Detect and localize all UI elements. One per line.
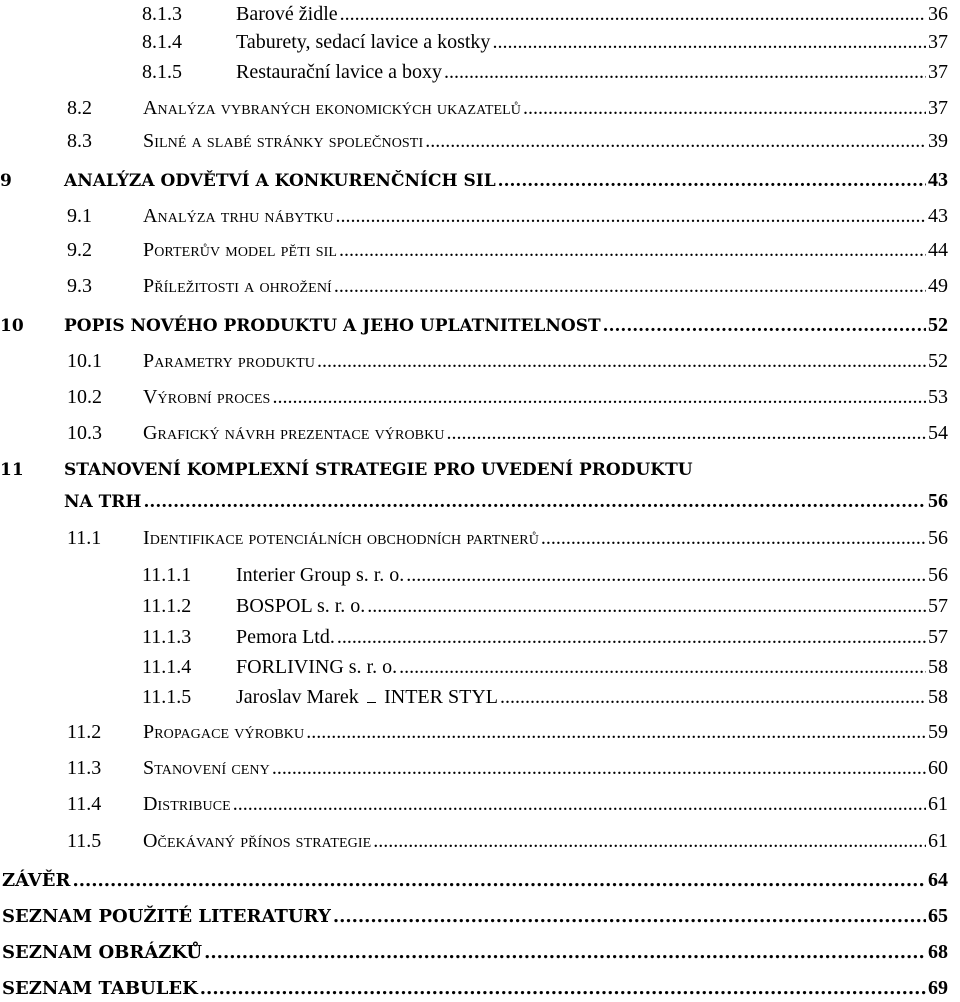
toc-entry-number: 11.1.2 [142,595,192,617]
toc-entry-page: 52 [928,350,948,372]
toc-entry[interactable] [142,62,948,82]
toc-entry-title: SEZNAM TABULEK [2,978,198,999]
toc-entry[interactable] [2,942,948,962]
toc-entry-number: 10.2 [67,386,102,408]
dot-leader [339,240,926,260]
dot-leader [444,62,926,82]
dot-leader [333,908,926,926]
toc-entry-page: 57 [928,595,948,617]
dot-leader [500,687,926,707]
toc-entry-page: 68 [928,941,948,963]
dot-leader [498,173,926,190]
toc-entry-continuation[interactable] [64,491,948,511]
toc-entry-title: Příležitosti a ohrožení [143,275,332,297]
toc-entry-page: 64 [928,869,948,891]
dot-leader [541,528,926,548]
toc-entry-number: 10.3 [67,422,102,444]
dot-leader [233,794,926,814]
dot-leader [367,596,926,616]
toc-entry[interactable] [67,387,948,407]
dot-leader [447,423,926,443]
toc-entry-page: 69 [928,977,948,999]
toc-entry-number: 11.4 [67,793,102,815]
toc-entry-title: STANOVENÍ KOMPLEXNÍ STRATEGIE PRO UVEDENÍ PRODUKTU [64,460,693,480]
toc-entry-title: Pemora Ltd. [236,626,335,648]
dash-separator [367,702,376,703]
toc-entry-page: 58 [928,656,948,678]
dot-leader [336,206,926,226]
toc-entry-page: 56 [928,527,948,549]
toc-entry-page: 65 [928,905,948,927]
toc-entry-title: Interier Group s. r. o. [236,564,405,586]
toc-entry-page: 56 [928,564,948,586]
toc-entry-title: BOSPOL s. r. o. [236,595,366,617]
toc-entry-number: 8.2 [67,97,92,119]
toc-entry-title: Restaurační lavice a boxy [236,61,443,83]
toc-entry-title: POPIS NOVÉHO PRODUKTU A JEHO UPLATNITELNOST [64,316,601,336]
toc-entry-title: Silné a slabé stránky společnosti [143,130,424,152]
toc-entry-title: Porterův model pěti sil [143,239,338,261]
toc-entry[interactable] [67,206,948,226]
dot-leader [340,4,926,24]
dot-leader [523,98,926,118]
toc-entry-number: 9.3 [67,275,92,297]
toc-entry-title: Analýza vybraných ekonomických ukazatelů [143,97,521,119]
toc-entry[interactable] [2,978,948,998]
toc-entry-page: 37 [928,31,948,53]
toc-entry-title: Taburety, sedací lavice a kostky [236,31,491,53]
toc-entry-title: Distribuce [143,793,231,815]
dot-leader [373,831,926,851]
toc-entry[interactable] [0,315,948,335]
toc-entry-page: 37 [928,61,948,83]
toc-entry[interactable] [67,528,948,548]
toc-entry-number: 10 [0,316,24,336]
toc-entry-number: 11.1.5 [142,686,192,708]
toc-entry-title: SEZNAM OBRÁZKŮ [2,942,203,963]
toc-entry[interactable] [67,831,948,851]
dot-leader [406,565,926,585]
toc-entry[interactable] [2,906,948,926]
toc-entry-page: 49 [928,275,948,297]
toc-entry-number: 9.2 [67,239,92,261]
toc-entry-number: 11.1 [67,527,102,549]
dot-leader [425,131,926,151]
toc-entry-number: 11.1.4 [142,656,192,678]
dot-leader [334,276,926,296]
toc-entry-page: 44 [928,239,948,261]
toc-entry[interactable] [67,351,948,371]
dot-leader [200,980,926,998]
toc-entry-title: FORLIVING s. r. o. [236,656,398,678]
toc-entry-page: 43 [928,205,948,227]
toc-entry-title-continuation: NA TRH [64,492,142,512]
toc-entry-number: 9 [0,171,12,191]
toc-entry-title: ZÁVĚR [2,870,71,891]
toc-entry-page: 56 [928,490,948,512]
dot-leader [306,722,926,742]
toc-entry[interactable] [67,794,948,814]
toc-entry[interactable] [142,32,948,52]
toc-entry-title: Parametry produktu [143,350,315,372]
dot-leader [492,32,926,52]
toc-entry-title: Barové židle [236,3,338,25]
dot-leader [317,351,926,371]
toc-entry[interactable] [0,462,948,479]
toc-entry-page: 61 [928,830,948,852]
toc-entry-title: Očekávaný přínos strategie [143,830,372,852]
toc-entry-page: 43 [928,169,948,191]
toc-entry[interactable] [142,565,948,585]
toc-entry-number: 9.1 [67,205,92,227]
toc-entry[interactable] [67,98,948,118]
toc-entry[interactable] [67,758,948,778]
toc-entry-number: 8.1.4 [142,31,182,53]
toc-entry-number: 11 [0,460,24,480]
toc-entry-number: 11.5 [67,830,102,852]
toc-entry-title-suffix: INTER STYL [384,686,498,708]
toc-entry-page: 52 [928,314,948,336]
toc-entry-title: ANALÝZA ODVĚTVÍ A KONKURENČNÍCH SIL [64,171,496,191]
toc-entry-number: 11.3 [67,757,102,779]
toc-entry[interactable] [142,687,948,707]
toc-entry-title: Propagace výrobku [143,721,305,743]
toc-entry-page: 60 [928,757,948,779]
dot-leader [72,872,926,890]
toc-entry-page: 54 [928,422,948,444]
toc-entry-title: Výrobní proces [143,386,271,408]
toc-entry-title: Grafický návrh prezentace výrobku [143,422,445,444]
toc-entry[interactable] [67,423,948,443]
toc-entry-title: Analýza trhu nábytku [143,205,334,227]
toc-entry-title: Jaroslav Marek [236,686,359,708]
toc-entry[interactable] [67,276,948,296]
toc-entry[interactable] [142,4,948,24]
toc-entry-page: 58 [928,686,948,708]
toc-entry[interactable] [142,657,948,677]
dot-leader [272,758,926,778]
toc-entry-number: 8.1.3 [142,3,182,25]
toc-entry-title: Stanovení ceny [143,757,270,779]
toc-entry-title: SEZNAM POUŽITÉ LITERATURY [2,906,331,927]
toc-entry-number: 8.3 [67,130,92,152]
toc-entry-page: 37 [928,97,948,119]
toc-entry[interactable] [67,240,948,260]
dot-leader [272,387,926,407]
toc-entry[interactable] [0,170,948,190]
dot-leader [603,318,926,335]
toc-entry-page: 57 [928,626,948,648]
toc-entry-number: 8.1.5 [142,61,182,83]
toc-entry[interactable] [142,596,948,616]
dot-leader [204,944,926,962]
toc-entry-number: 10.1 [67,350,102,372]
toc-entry-page: 39 [928,130,948,152]
toc-entry[interactable] [2,870,948,890]
toc-entry-number: 11.2 [67,721,102,743]
dot-leader [144,494,927,511]
toc-entry[interactable] [67,722,948,742]
toc-entry-page: 53 [928,386,948,408]
toc-entry-page: 36 [928,3,948,25]
toc-entry-title: Identifikace potenciálních obchodních partnerů [143,527,539,549]
toc-entry-page: 61 [928,793,948,815]
dot-leader [399,657,926,677]
toc-entry[interactable] [67,131,948,151]
toc-entry-number: 11.1.3 [142,626,192,648]
toc-entry[interactable] [142,627,948,647]
toc-entry-number: 11.1.1 [142,564,192,586]
dot-leader [337,627,926,647]
toc-entry-page: 59 [928,721,948,743]
